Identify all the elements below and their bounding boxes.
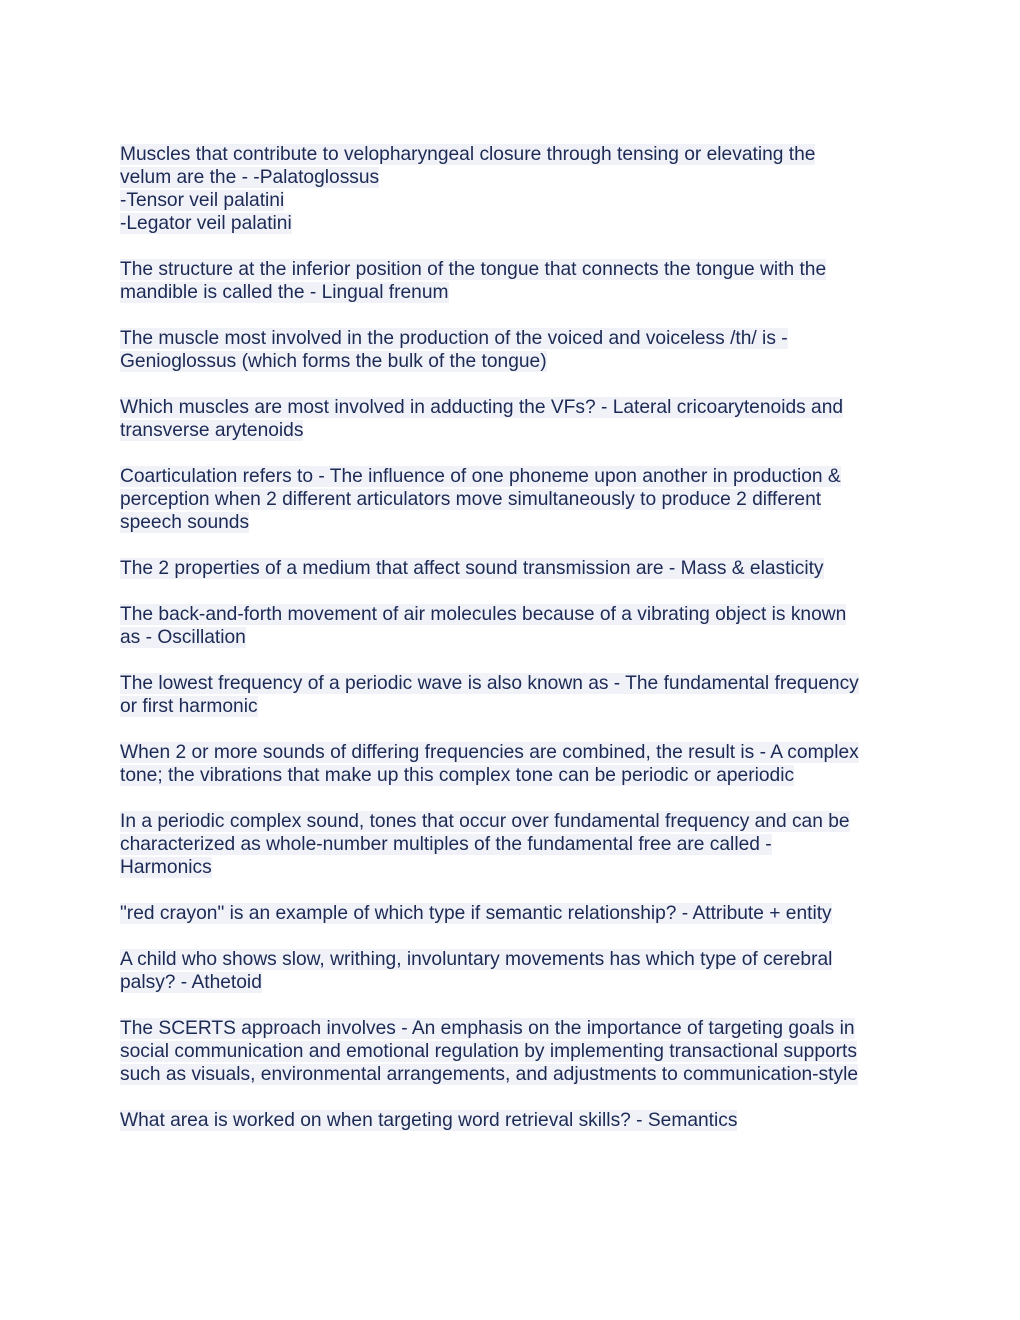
- text-line: The SCERTS approach involves - An emphasis on the importance of targeting goals in: [120, 1018, 855, 1039]
- document-page: [120, 143, 900, 1155]
- qa-entry: [120, 603, 900, 649]
- text-line: The structure at the inferior position of the tongue that connects the tongue with the: [120, 259, 827, 280]
- text-line: Genioglossus (which forms the bulk of the tongue): [120, 351, 547, 372]
- text-line: The 2 properties of a medium that affect sound transmission are - Mass & elasticity: [120, 558, 824, 579]
- text-line: Which muscles are most involved in adducting the VFs? - Lateral cricoarytenoids and: [120, 397, 844, 418]
- text-line: as - Oscillation: [120, 627, 246, 648]
- qa-entry: [120, 557, 900, 580]
- qa-entry: [120, 741, 900, 787]
- text-line: speech sounds: [120, 512, 250, 533]
- qa-entry: [120, 1017, 900, 1086]
- qa-entry: [120, 672, 900, 718]
- text-line: The back-and-forth movement of air molecules because of a vibrating object is known: [120, 604, 847, 625]
- qa-entry: [120, 902, 900, 925]
- qa-entry: [120, 258, 900, 304]
- qa-entry: [120, 396, 900, 442]
- text-line: -Legator veil palatini: [120, 213, 292, 234]
- qa-entry: [120, 1109, 900, 1132]
- text-line: The lowest frequency of a periodic wave is also known as - The fundamental frequency: [120, 673, 859, 694]
- text-line: characterized as whole-number multiples of the fundamental free are called -: [120, 834, 772, 855]
- qa-entry: [120, 143, 900, 235]
- text-line: Muscles that contribute to velopharyngeal closure through tensing or elevating the: [120, 144, 816, 165]
- text-line: What area is worked on when targeting word retrieval skills? - Semantics: [120, 1110, 738, 1131]
- text-line: -Tensor veil palatini: [120, 190, 285, 211]
- text-line: "red crayon" is an example of which type if semantic relationship? - Attribute + entity: [120, 903, 832, 924]
- text-line: Coarticulation refers to - The influence of one phoneme upon another in production &: [120, 466, 841, 487]
- text-line: When 2 or more sounds of differing frequencies are combined, the result is - A complex: [120, 742, 859, 763]
- text-line: In a periodic complex sound, tones that occur over fundamental frequency and can be: [120, 811, 850, 832]
- text-line: mandible is called the - Lingual frenum: [120, 282, 449, 303]
- text-line: social communication and emotional regulation by implementing transactional supports: [120, 1041, 857, 1062]
- text-line: perception when 2 different articulators move simultaneously to produce 2 different: [120, 489, 822, 510]
- text-line: The muscle most involved in the production of the voiced and voiceless /th/ is -: [120, 328, 788, 349]
- text-line: Harmonics: [120, 857, 212, 878]
- qa-entry: [120, 948, 900, 994]
- qa-entry: [120, 810, 900, 879]
- qa-entry: [120, 465, 900, 534]
- qa-entry: [120, 327, 900, 373]
- text-line: transverse arytenoids: [120, 420, 304, 441]
- text-line: A child who shows slow, writhing, involuntary movements has which type of cerebral: [120, 949, 833, 970]
- text-line: or first harmonic: [120, 696, 258, 717]
- text-line: such as visuals, environmental arrangements, and adjustments to communication-style: [120, 1064, 859, 1085]
- text-line: velum are the - -Palatoglossus: [120, 167, 380, 188]
- text-line: palsy? - Athetoid: [120, 972, 262, 993]
- text-line: tone; the vibrations that make up this complex tone can be periodic or aperiodic: [120, 765, 795, 786]
